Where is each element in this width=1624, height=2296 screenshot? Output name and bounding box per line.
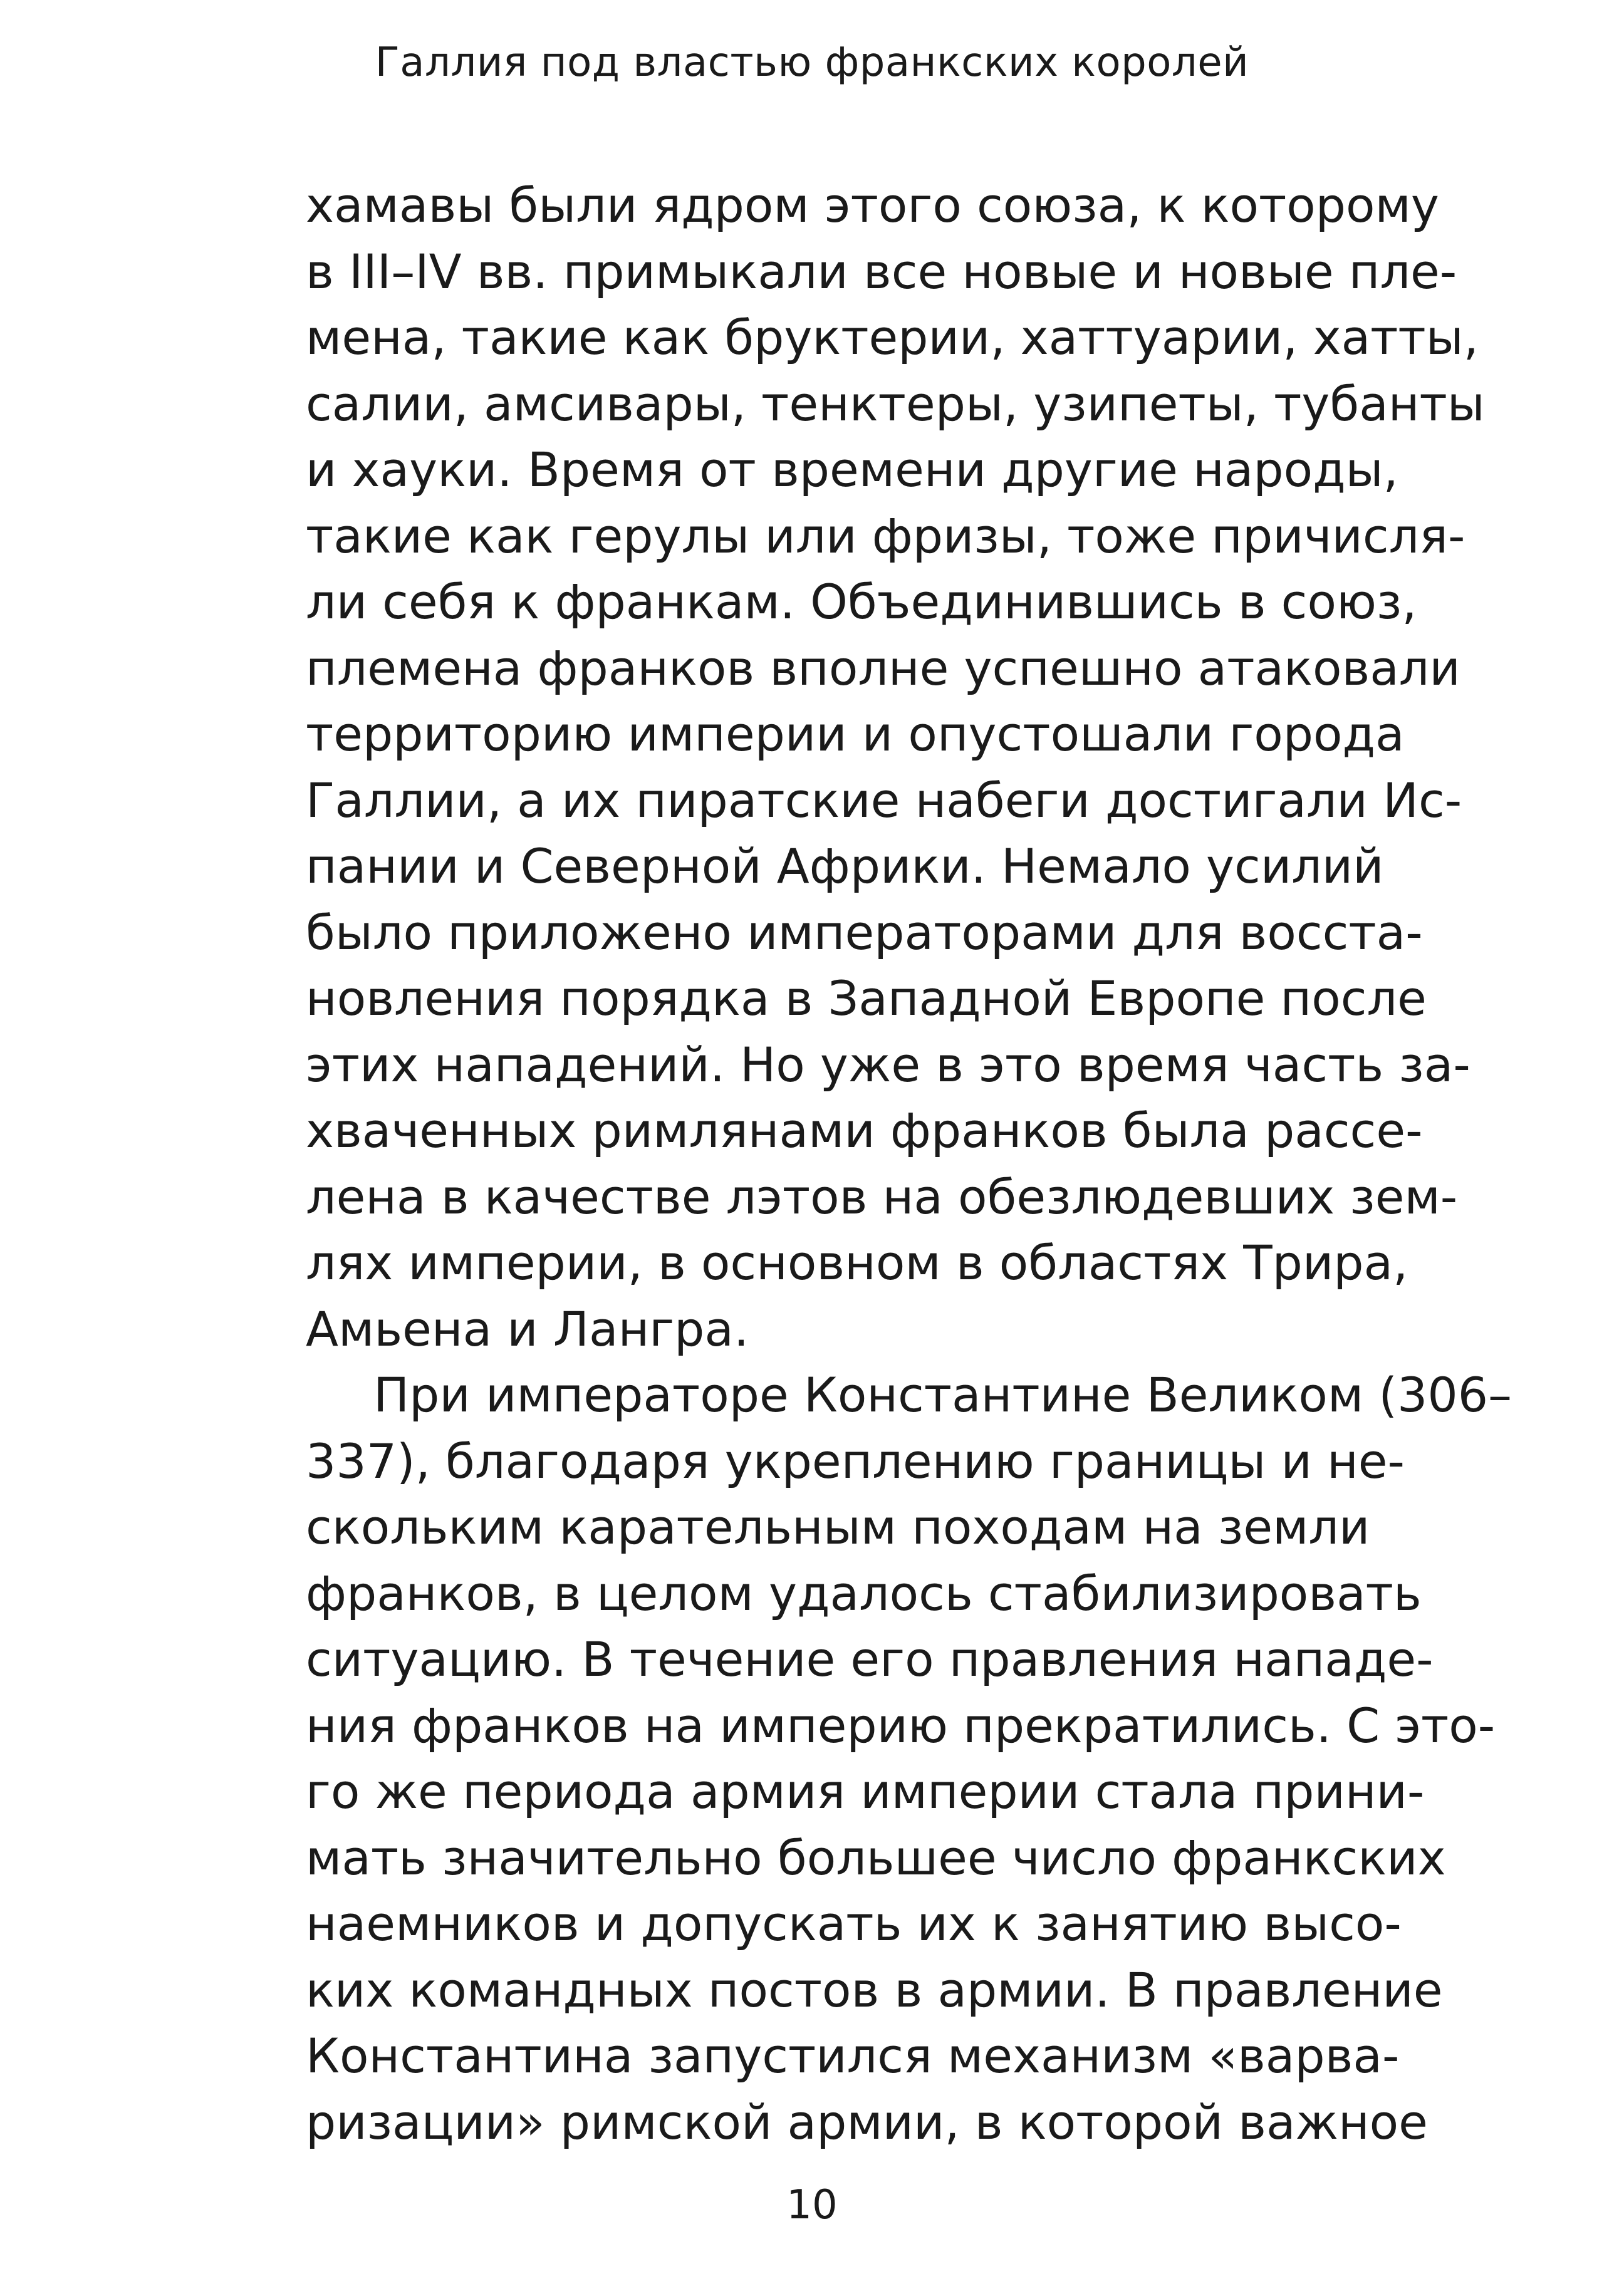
text-line: ризации» римской армии, в которой важное <box>306 2094 1428 2150</box>
text-line: в III–IV вв. примыкали все новые и новые пле- <box>306 243 1457 299</box>
text-line: го же периода армия империи стала прини- <box>306 1764 1425 1819</box>
text-line: лена в качестве лэтов на обезлюдевших зем- <box>306 1168 1458 1225</box>
text-line: ния франков на империю прекратились. С это- <box>306 1697 1496 1753</box>
body-text <box>306 172 1512 2155</box>
text-line: салии, амсивары, тенктеры, узипеты, тубанты <box>306 375 1485 432</box>
text-line: этих нападений. Но уже в это время часть за- <box>306 1036 1470 1093</box>
text-line: 337), благодаря укреплению границы и не- <box>306 1433 1405 1489</box>
text-line: и хауки. Время от времени другие народы, <box>306 442 1398 497</box>
text-line: такие как герулы или фризы, тоже причисля- <box>306 507 1465 564</box>
text-line: наемников и допускать их к занятию высо- <box>306 1896 1402 1951</box>
text-line: Константина запустился механизм «варва- <box>306 2028 1400 2084</box>
text-line: территорию империи и опустошали города <box>306 706 1405 762</box>
text-line: мена, такие как бруктерии, хаттуарии, хатты, <box>306 309 1479 365</box>
text-line: хамавы были ядром этого союза, к которому <box>306 177 1439 233</box>
text-line: хваченных римлянами франков была рассе- <box>306 1103 1423 1158</box>
text-line: племена франков вполне успешно атаковали <box>306 640 1460 696</box>
text-line: лях империи, в основном в областях Трира, <box>306 1235 1408 1291</box>
text-line: новления порядка в Западной Европе после <box>306 970 1427 1026</box>
text-line: ких командных постов в армии. В правление <box>306 1961 1443 2018</box>
paragraph <box>306 1362 1512 2155</box>
text-line: Амьена и Лангра. <box>306 1301 749 1357</box>
text-line: ли себя к франкам. Объединившись в союз, <box>306 574 1417 630</box>
page-number: 10 <box>786 2182 838 2228</box>
text-line: пании и Северной Африки. Немало усилий <box>306 838 1384 894</box>
running-head: Галлия под властью франкских королей <box>375 39 1249 86</box>
text-line: было приложено императорами для восста- <box>306 904 1423 960</box>
text-line: ситуацию. В течение его правления нападе- <box>306 1631 1434 1687</box>
text-line: франков, в целом удалось стабилизировать <box>306 1565 1422 1621</box>
paragraph <box>306 172 1485 1362</box>
text-line: При императоре Константине Великом (306– <box>373 1367 1512 1423</box>
text-line: мать значительно большее число франкских <box>306 1829 1446 1886</box>
text-line: скольким карательным походам на земли <box>306 1499 1370 1555</box>
text-line: Галлии, а их пиратские набеги достигали Ис- <box>306 772 1462 828</box>
